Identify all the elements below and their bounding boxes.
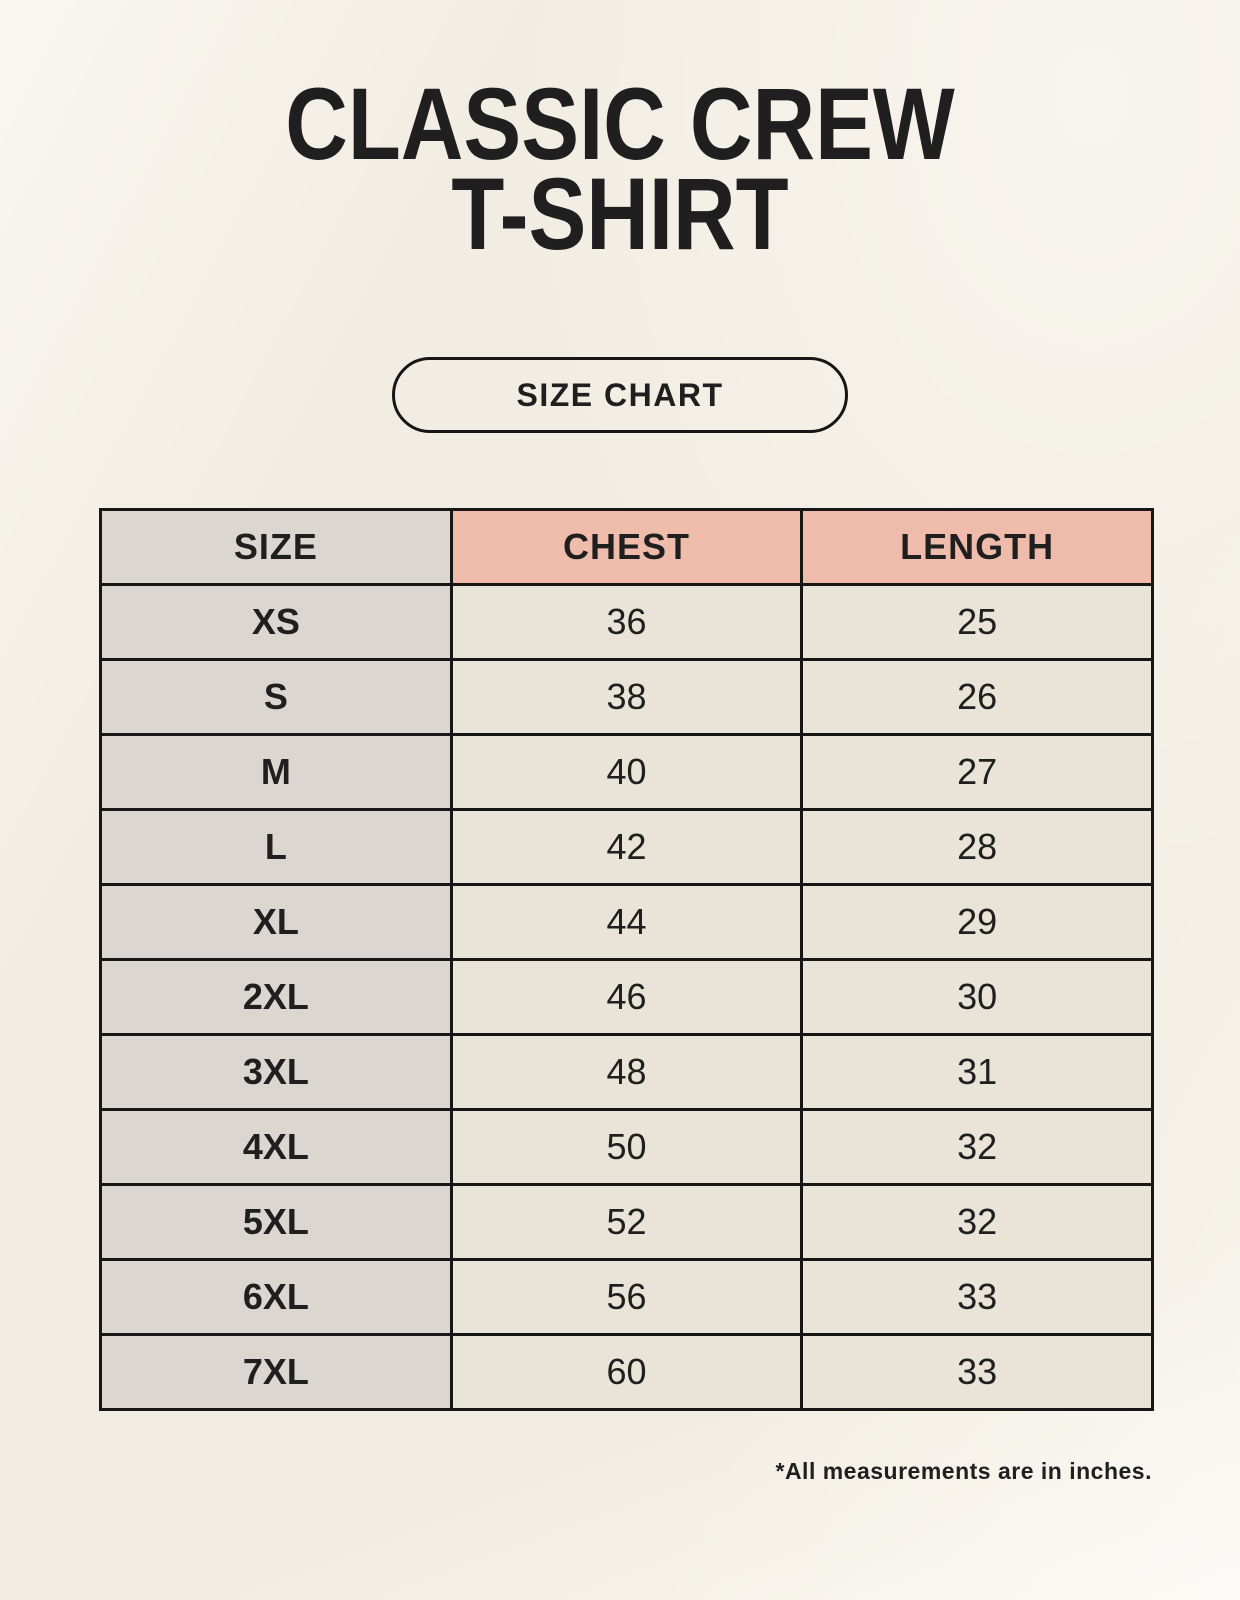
- chest-cell: 52: [451, 1185, 802, 1260]
- size-table-row: [101, 1035, 1153, 1110]
- length-cell: 33: [802, 1260, 1153, 1335]
- size-cell: 2XL: [101, 960, 452, 1035]
- length-cell: 32: [802, 1110, 1153, 1185]
- size-chart-button[interactable]: [392, 357, 848, 433]
- chest-cell: 46: [451, 960, 802, 1035]
- size-cell: XL: [101, 885, 452, 960]
- size-cell: 4XL: [101, 1110, 452, 1185]
- size-table-row: [101, 1110, 1153, 1185]
- size-chart-button-label: SIZE CHART: [516, 376, 724, 413]
- size-table: [99, 508, 1154, 1411]
- size-cell: L: [101, 810, 452, 885]
- size-cell: S: [101, 660, 452, 735]
- chest-cell: 60: [451, 1335, 802, 1410]
- length-cell: 27: [802, 735, 1153, 810]
- length-cell: 29: [802, 885, 1153, 960]
- length-cell: 25: [802, 585, 1153, 660]
- size-table-row: [101, 585, 1153, 660]
- size-table-row: [101, 1185, 1153, 1260]
- chest-cell: 44: [451, 885, 802, 960]
- size-cell: 3XL: [101, 1035, 452, 1110]
- measurement-footnote: *All measurements are in inches.: [775, 1458, 1152, 1484]
- size-cell: 6XL: [101, 1260, 452, 1335]
- length-cell: 31: [802, 1035, 1153, 1110]
- size-table-row: [101, 1335, 1153, 1410]
- title-line-2: T-SHIRT: [451, 156, 789, 271]
- length-cell: 26: [802, 660, 1153, 735]
- size-cell: M: [101, 735, 452, 810]
- size-table-body: [101, 585, 1153, 1410]
- size-cell: XS: [101, 585, 452, 660]
- header-cell-size: SIZE: [101, 510, 452, 585]
- size-table-header-row: [101, 510, 1153, 585]
- length-cell: 33: [802, 1335, 1153, 1410]
- length-cell: 30: [802, 960, 1153, 1035]
- chest-cell: 40: [451, 735, 802, 810]
- size-table-row: [101, 960, 1153, 1035]
- chest-cell: 56: [451, 1260, 802, 1335]
- size-table-row: [101, 1260, 1153, 1335]
- chest-cell: 42: [451, 810, 802, 885]
- size-cell: 5XL: [101, 1185, 452, 1260]
- chest-cell: 50: [451, 1110, 802, 1185]
- title-line-1: CLASSIC CREW: [285, 67, 955, 181]
- size-table-row: [101, 660, 1153, 735]
- size-table-row: [101, 885, 1153, 960]
- size-table-row: [101, 810, 1153, 885]
- length-cell: 28: [802, 810, 1153, 885]
- header-cell-chest: CHEST: [451, 510, 802, 585]
- header-cell-length: LENGTH: [802, 510, 1153, 585]
- chest-cell: 38: [451, 660, 802, 735]
- size-table-row: [101, 735, 1153, 810]
- page-title: [93, 67, 1147, 271]
- chest-cell: 36: [451, 585, 802, 660]
- length-cell: 32: [802, 1185, 1153, 1260]
- size-cell: 7XL: [101, 1335, 452, 1410]
- chest-cell: 48: [451, 1035, 802, 1110]
